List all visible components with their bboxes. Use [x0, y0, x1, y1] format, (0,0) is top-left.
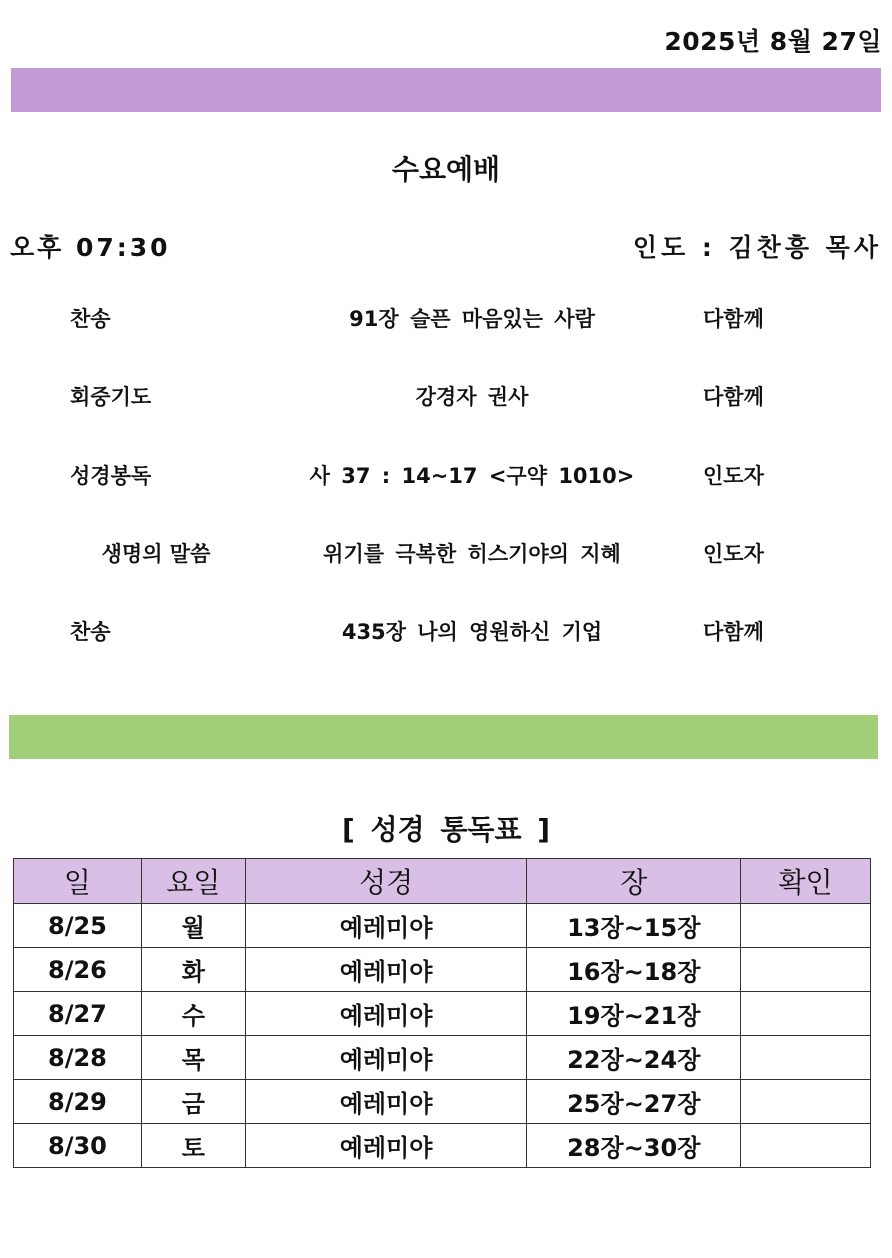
- header-chapters: 장: [527, 859, 741, 904]
- cell-date: 8/30: [14, 1124, 142, 1168]
- cell-book: 예레미야: [245, 1036, 527, 1080]
- cell-check[interactable]: [741, 1080, 871, 1124]
- order-row: [0, 460, 892, 500]
- bulletin-date: 2025년 8월 27일: [664, 27, 882, 56]
- cell-date: 8/25: [14, 904, 142, 948]
- cell-check[interactable]: [741, 1124, 871, 1168]
- order-person: 다함께: [703, 385, 764, 409]
- table-row: [14, 1036, 871, 1080]
- table-row: [14, 1080, 871, 1124]
- cell-chapters: 25장~27장: [527, 1080, 741, 1124]
- service-title: 수요예배: [391, 153, 501, 186]
- order-item: 회중기도: [70, 385, 152, 409]
- table-header-row: [14, 859, 871, 904]
- reading-plan-title: [ 성경 통독표 ]: [341, 813, 551, 846]
- order-item: 찬송: [70, 620, 111, 644]
- cell-chapters: 13장~15장: [527, 904, 741, 948]
- order-row: [0, 381, 892, 421]
- bottom-color-band: [9, 715, 878, 759]
- service-leader: 인도 : 김찬흥 목사: [632, 233, 882, 262]
- cell-book: 예레미야: [245, 904, 527, 948]
- order-content: 사 37 : 14~17 <구약 1010>: [309, 464, 635, 488]
- table-row: [14, 948, 871, 992]
- header-weekday: 요일: [141, 859, 245, 904]
- service-time: 오후 07:30: [10, 233, 171, 262]
- order-person: 인도자: [703, 464, 764, 488]
- cell-book: 예레미야: [245, 948, 527, 992]
- cell-check[interactable]: [741, 948, 871, 992]
- cell-chapters: 28장~30장: [527, 1124, 741, 1168]
- order-person: 인도자: [703, 542, 764, 566]
- order-row: [0, 303, 892, 343]
- cell-book: 예레미야: [245, 1124, 527, 1168]
- cell-weekday: 월: [141, 904, 245, 948]
- order-content: 435장 나의 영원하신 기업: [341, 620, 603, 644]
- cell-date: 8/26: [14, 948, 142, 992]
- order-person: 다함께: [703, 307, 764, 331]
- reading-plan-table: [13, 858, 871, 1168]
- cell-weekday: 금: [141, 1080, 245, 1124]
- cell-chapters: 16장~18장: [527, 948, 741, 992]
- top-color-band: [11, 68, 881, 112]
- header-check: 확인: [741, 859, 871, 904]
- cell-weekday: 목: [141, 1036, 245, 1080]
- cell-date: 8/28: [14, 1036, 142, 1080]
- order-item: 생명의 말씀: [101, 542, 211, 566]
- cell-date: 8/29: [14, 1080, 142, 1124]
- cell-chapters: 22장~24장: [527, 1036, 741, 1080]
- header-book: 성경: [245, 859, 527, 904]
- order-content: 위기를 극복한 히스기야의 지혜: [323, 542, 621, 566]
- cell-check[interactable]: [741, 904, 871, 948]
- header-day: 일: [14, 859, 142, 904]
- cell-book: 예레미야: [245, 1080, 527, 1124]
- table-row: [14, 904, 871, 948]
- order-content: 91장 슬픈 마음있는 사람: [349, 307, 595, 331]
- order-row: [0, 616, 892, 656]
- table-row: [14, 992, 871, 1036]
- order-item: 성경봉독: [70, 464, 152, 488]
- table-row: [14, 1124, 871, 1168]
- cell-chapters: 19장~21장: [527, 992, 741, 1036]
- order-person: 다함께: [703, 620, 764, 644]
- cell-weekday: 화: [141, 948, 245, 992]
- order-row: [0, 538, 892, 578]
- cell-check[interactable]: [741, 1036, 871, 1080]
- cell-book: 예레미야: [245, 992, 527, 1036]
- cell-weekday: 토: [141, 1124, 245, 1168]
- cell-weekday: 수: [141, 992, 245, 1036]
- order-content: 강경자 권사: [415, 385, 529, 409]
- cell-date: 8/27: [14, 992, 142, 1036]
- cell-check[interactable]: [741, 992, 871, 1036]
- order-item: 찬송: [70, 307, 111, 331]
